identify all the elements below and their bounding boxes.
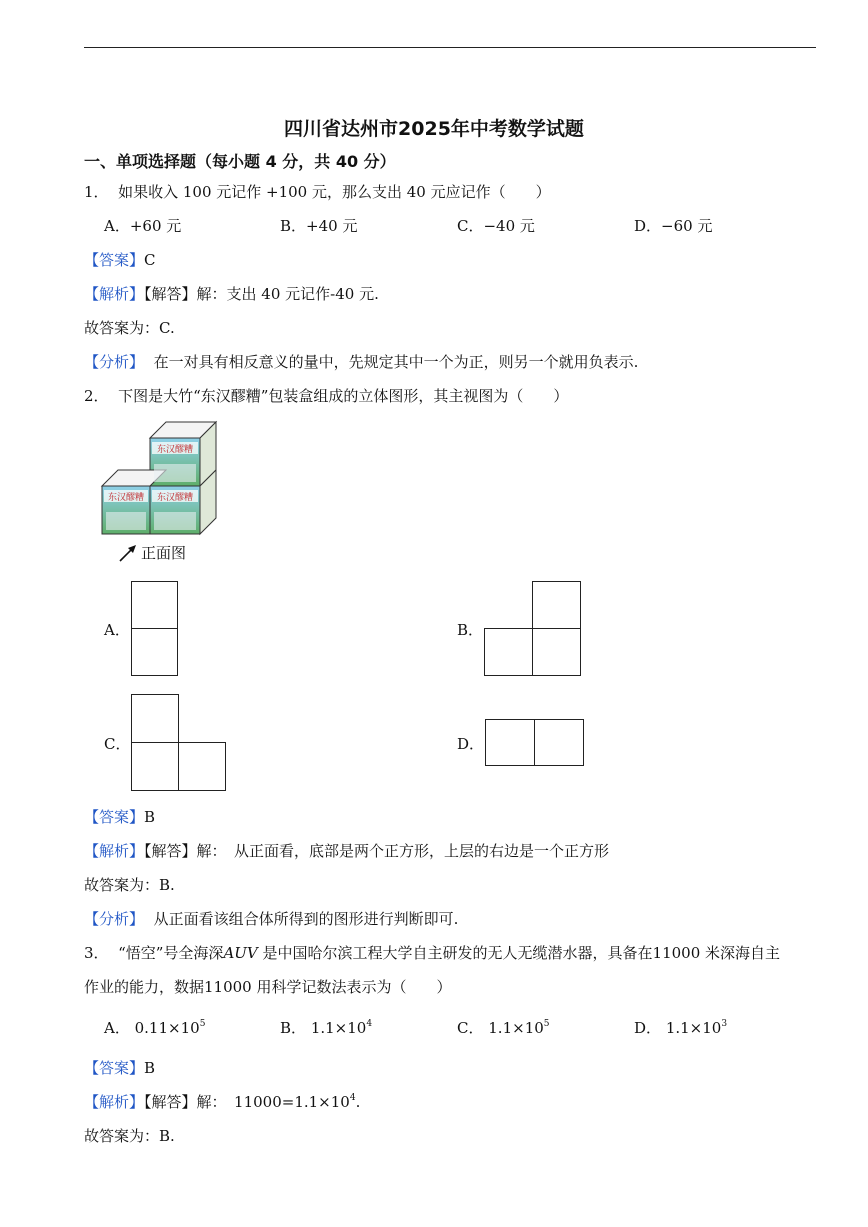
q1-answer	[84, 250, 156, 270]
q3-solution-suffix: .	[355, 1093, 361, 1111]
q3-option-c	[457, 1018, 550, 1038]
q1-stem-text: 如果收入 100 元记作 +100 元，那么支出 40 元应记作（ ）	[118, 183, 551, 201]
analysis-tag: 【解析】	[84, 1093, 145, 1111]
solution-tag: 【解答】	[144, 1093, 197, 1111]
q2-fenxi-text: 从正面看该组合体所得到的图形进行判断即可.	[153, 910, 459, 928]
q2-option-b-square	[484, 628, 533, 676]
q2-option-b-square	[532, 628, 581, 676]
header-rule	[84, 47, 816, 48]
q2-option-b-square	[532, 581, 581, 629]
answer-tag: 【答案】	[84, 808, 145, 826]
q1-fenxi	[84, 352, 638, 372]
solution-tag: 【解答】	[144, 285, 197, 303]
q2-option-a-square	[131, 581, 178, 629]
q2-number: 2．	[84, 387, 109, 405]
q3-stem-part2: 是中国哈尔滨工程大学自主研发的无人无缆潜水器，具备在11000 米深海自主	[262, 944, 781, 962]
section-heading: 一、单项选择题（每小题 4 分，共 40 分）	[84, 152, 396, 171]
q3-stem-line1	[84, 943, 780, 963]
q3-option-b-base: 1.1×10	[310, 1019, 367, 1037]
q3-auv: AUV	[223, 944, 258, 962]
q1-solution-text: 解：支出 40 元记作-40 元.	[196, 285, 379, 303]
q3-option-a	[104, 1018, 205, 1038]
q3-option-c-letter: C．	[457, 1019, 484, 1037]
q1-option-b: B．+40 元	[280, 217, 358, 235]
q1-analysis	[84, 284, 379, 304]
q2-option-c-square	[131, 742, 179, 791]
q1-option-c: C．−40 元	[457, 217, 535, 235]
q3-stem-part1: “悟空”号全海深	[118, 944, 224, 962]
q3-analysis	[84, 1092, 360, 1112]
q2-option-a-letter: A．	[104, 621, 130, 639]
q2-stem-text: 下图是大竹“东汉醪糟”包装盒组成的立体图形，其主视图为（ ）	[118, 387, 569, 405]
arrow-icon	[117, 542, 139, 564]
solution-tag: 【解答】	[144, 842, 197, 860]
q2-answer-value: B	[144, 808, 156, 826]
package-boxes-figure	[100, 420, 220, 538]
q2-option-a-square	[131, 628, 178, 676]
q2-option-c-square	[131, 694, 179, 743]
analysis-tag: 【解析】	[84, 842, 145, 860]
box-label: 东汉醪糟	[156, 445, 194, 455]
page-title: 四川省达州市2025年中考数学试题	[284, 118, 584, 140]
q3-conclusion: 故答案为：B.	[84, 1127, 175, 1145]
analysis-tag: 【解析】	[84, 285, 145, 303]
q3-option-b-letter: B．	[280, 1019, 307, 1037]
answer-tag: 【答案】	[84, 251, 145, 269]
q3-option-d-letter: D．	[634, 1019, 662, 1037]
q3-option-b	[280, 1018, 372, 1038]
q2-option-b-letter: B．	[457, 621, 484, 639]
q3-stem-line2: 作业的能力，数据11000 用科学记数法表示为（ ）	[84, 978, 452, 996]
q3-option-c-exp: 5	[543, 1019, 550, 1029]
q3-option-c-base: 1.1×10	[488, 1019, 544, 1037]
q2-answer	[84, 807, 155, 827]
q3-option-a-letter: A．	[104, 1019, 130, 1037]
q2-stem	[84, 386, 568, 406]
q3-number: 3．	[84, 944, 109, 962]
q2-conclusion: 故答案为：B.	[84, 876, 175, 894]
q3-option-b-exp: 4	[366, 1019, 373, 1029]
box-label: 东汉醪糟	[156, 493, 194, 503]
q1-option-d: D．−60 元	[634, 217, 713, 235]
q1-answer-value: C	[144, 251, 156, 269]
q2-solution-text: 解： 从正面看，底部是两个正方形，上层的右边是一个正方形	[196, 842, 610, 860]
q2-option-c-square	[178, 742, 226, 791]
fenxi-tag: 【分析】	[84, 910, 145, 928]
q1-stem	[84, 182, 551, 202]
answer-tag: 【答案】	[84, 1059, 145, 1077]
q3-solution-prefix: 解： 11000=1.1×10	[196, 1093, 350, 1111]
q1-conclusion: 故答案为：C.	[84, 319, 175, 337]
q3-answer-value: B	[144, 1059, 156, 1077]
front-view-label: 正面图	[141, 544, 187, 562]
q2-analysis	[84, 841, 609, 861]
fenxi-tag: 【分析】	[84, 353, 145, 371]
q2-option-d-square	[534, 719, 584, 766]
q3-option-d-base: 1.1×10	[665, 1019, 722, 1037]
q3-option-a-base: 0.11×10	[134, 1019, 200, 1037]
q3-answer	[84, 1058, 155, 1078]
q3-option-a-exp: 5	[199, 1019, 206, 1029]
q2-fenxi	[84, 909, 458, 929]
q2-option-d-letter: D．	[457, 735, 485, 753]
q2-option-c-letter: C．	[104, 735, 131, 753]
q1-option-a: A．+60 元	[104, 217, 182, 235]
q2-option-d-square	[485, 719, 535, 766]
box-label: 东汉醪糟	[107, 493, 145, 503]
q3-solution-exp: 4	[349, 1093, 356, 1103]
q3-option-d	[634, 1018, 727, 1038]
q3-option-d-exp: 3	[721, 1019, 728, 1029]
q1-number: 1．	[84, 183, 109, 201]
q1-fenxi-text: 在一对具有相反意义的量中，先规定其中一个为正，则另一个就用负表示.	[153, 353, 639, 371]
